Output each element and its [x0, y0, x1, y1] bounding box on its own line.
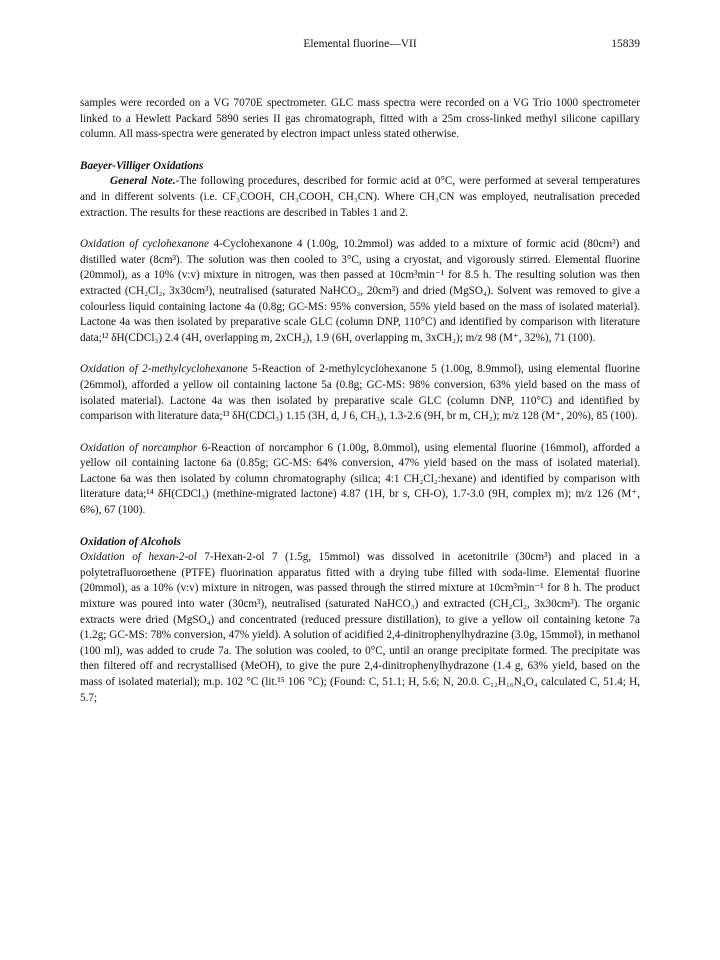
- cyclohexanone-lead: Oxidation of cyclohexanone: [80, 238, 209, 251]
- cyclohexanone-text: 4-Cyclohexanone 4 (1.00g, 10.2mmol) was added to a mixture of formic acid (80cm³) and distilled water (8cm³). The solution was then cooled to 3°C, using a cryostat, and vigorously stirred. Elemental fluorine (20mmol), as a 10% (v:v) mixture in nitrogen, was then passed at 10cm³min⁻¹ for 8.5 h. The resulting solution was then extracted (CH₂Cl₂, 3x30cm³), neutralised (saturated NaHCO₃, 20cm³) and dried (MgSO₄). Solvent was removed to give a colourless liquid containing lactone 4a (0.8g; GC-MS: 95% conversion, 55% yield based on the mass of isolated material). Lactone 4a was then isolated by preparative scale GLC (column DNP, 110°C) and identified by comparison with literature data;¹² δH(CDCl₃) 2.4 (4H, overlapping m, 2xCH₂), 1.9 (6H, overlapping m, 3xCH₂); m/z 98 (M⁺, 32%), 71 (100).: [80, 238, 640, 344]
- intro-paragraph: samples were recorded on a VG 7070E spectrometer. GLC mass spectra were recorded on a VG Trio 1000 spectrometer linked to a Hewlett Packard 5890 series II gas chromatograph, fitted with a 25m cross-linked methyl silicone capillary column. All mass-spectra were generated by electron impact unless stated otherwise.: [80, 97, 640, 141]
- hexanol-lead: Oxidation of hexan-2-ol: [80, 551, 197, 564]
- page-number: 15839: [611, 38, 640, 50]
- spacer: [80, 519, 640, 535]
- hexanol-text: 7-Hexan-2-ol 7 (1.5g, 15mmol) was dissolved in acetonitrile (30cm³) and placed in a polytetrafluoroethene (PTFE) fluorination apparatus fitted with a drying tube filled with soda-lime. Elemental fluorine (20mmol), as a 10% (v:v) mixture in nitrogen, was passed through the stirred mixture at 10cm³min⁻¹ for 8 h. The product mixture was poured into water (30cm³), neutralised (saturated NaHCO₃) and extracted (CH₂Cl₂, 3x30cm³). The organic extracts were dried (MgSO₄) and concentrated (reduced pressure distillation), to give a yellow oil containing ketone 7a (1.2g; GC-MS: 78% conversion, 47% yield). A solution of acidified 2,4-dinitrophenylhydrazine (3.0g, 15mmol), in methanol (100 ml), was added to crude 7a. The solution was cooled, to 0°C, until an orange precipitate formed. The precipitate was then filtered off and recrystallised (MeOH), to give the pure 2,4-dinitrophenylhydrazone (1.4 g, 63% yield, based on the mass of isolated material); m.p. 102 °C (lit.¹⁵ 106 °C); (Found: C, 51.1; H, 5.6; N, 20.0. C₁₂H₁₆N₄O₄ calculated C, 51.4; H, 5.7;: [80, 551, 640, 704]
- norcamphor-lead: Oxidation of norcamphor: [80, 441, 198, 454]
- general-note-text: -The following procedures, described for formic acid at 0°C, were performed at several temperatures and in different solvents (i.e. CF₃COOH, CH₃COOH, CH₃CN). Where CH₃CN was employed, neutralisation preceded extraction. The results for these reactions are described in Tables 1 and 2.: [80, 175, 640, 219]
- general-note-label: General Note.: [110, 175, 176, 188]
- article-body: [80, 96, 640, 706]
- norcamphor-paragraph: [80, 441, 640, 519]
- methylcyclohexanone-paragraph: [80, 362, 640, 424]
- running-title: Elemental fluorine—VII: [303, 38, 417, 50]
- running-header: [80, 38, 640, 54]
- section-heading-baeyer-villiger: Baeyer-Villiger Oxidations: [80, 159, 204, 172]
- spacer: [80, 143, 640, 159]
- methylcyclohexanone-lead: Oxidation of 2-methylcyclohexanone: [80, 363, 248, 376]
- methylcyclohexanone-text: 5-Reaction of 2-methylcyclohexanone 5 (1.00g, 8.9mmol), using elemental fluorine (26mmol), afforded a yellow oil containing lactone 5a (0.8g; GC-MS: 98% conversion, 63% yield based on the mass of isolated material). Lactone 4a was then isolated by preparative scale GLC (column DNP, 110°C) and identified by comparison with literature data;¹³ δH(CDCl₃) 1.15 (3H, d, J 6, CH₃), 1.3-2.6 (9H, br m, CH₂); m/z 128 (M⁺, 20%), 85 (100).: [80, 363, 640, 423]
- spacer: [80, 221, 640, 237]
- norcamphor-text: 6-Reaction of norcamphor 6 (1.00g, 8.0mmol), using elemental fluorine (16mmol), afforded a yellow oil containing lactone 6a (0.85g; GC-MS: 64% conversion, 47% yield based on the mass of isolated material). Lactone 6a was then isolated by column chromatography (silica; 4:1 CH₂Cl₂:hexane) and identified by comparison with literature data;¹⁴ δH(CDCl₃) (methine-migrated lactone) 4.87 (1H, br s, CH-O), 1.7-3.0 (9H, complex m); m/z 126 (M⁺, 6%), 67 (100).: [80, 441, 640, 517]
- general-note-paragraph: [80, 174, 640, 221]
- section-heading-alcohols: Oxidation of Alcohols: [80, 535, 181, 548]
- cyclohexanone-paragraph: [80, 237, 640, 346]
- spacer: [80, 346, 640, 362]
- hexanol-paragraph: [80, 550, 640, 706]
- spacer: [80, 425, 640, 441]
